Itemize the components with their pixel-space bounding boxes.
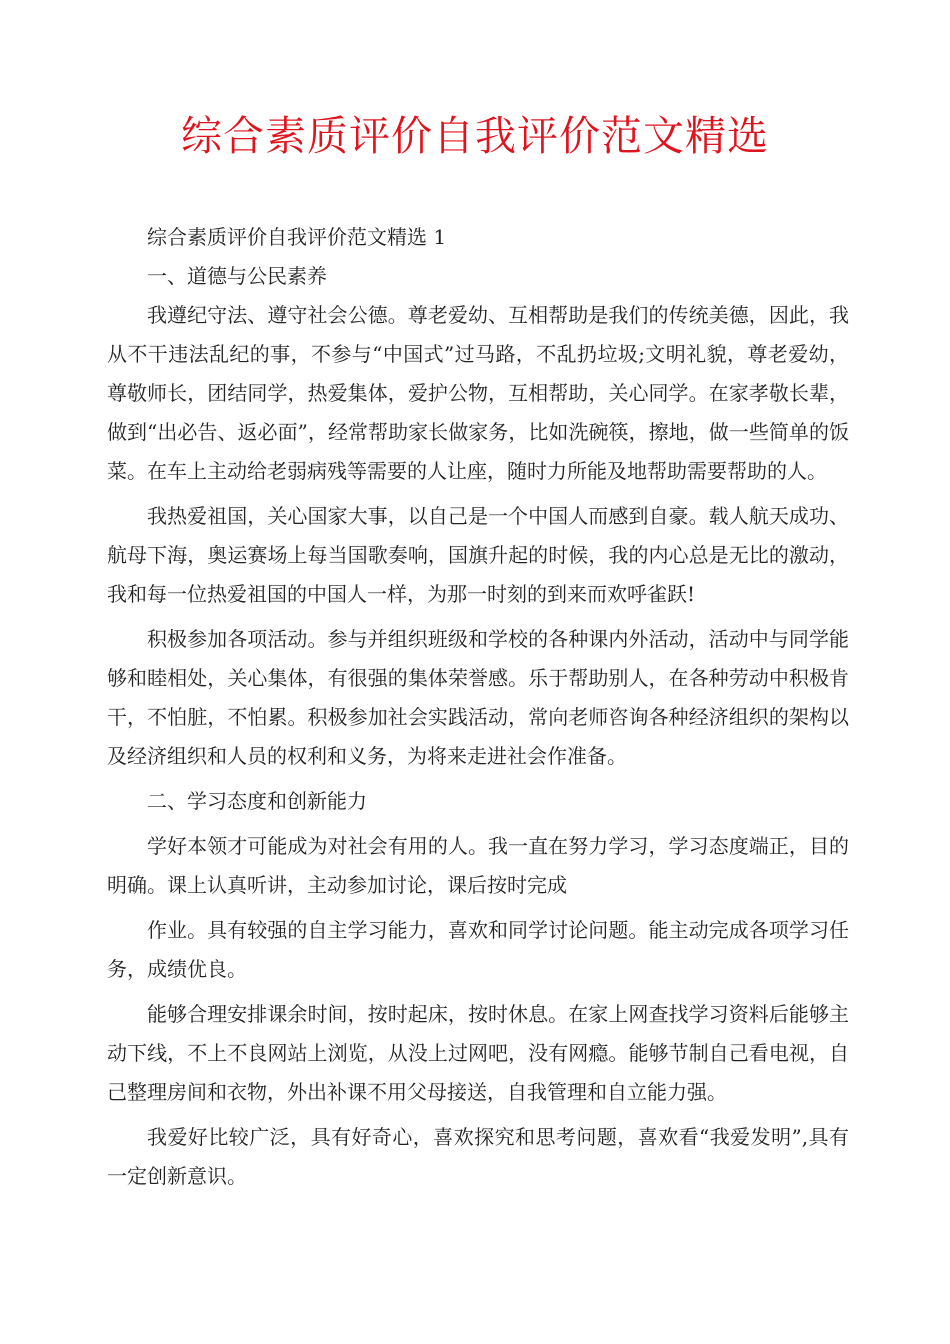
- document-subtitle: 综合素质评价自我评价范文精选 1: [147, 225, 447, 249]
- document-body: [107, 218, 849, 1196]
- paragraph-hobbies: 我爱好比较广泛，具有好奇心，喜欢探究和思考问题，喜欢看“我爱发明”,具有一定创新意识。: [107, 1125, 849, 1188]
- paragraph-study-attitude: 学好本领才可能成为对社会有用的人。我一直在努力学习，学习态度端正，目的明确。课上认真听讲，主动参加讨论，课后按时完成: [107, 834, 849, 897]
- paragraph-activities: 积极参加各项活动。参与并组织班级和学校的各种课内外活动，活动中与同学能够和睦相处，关心集体，有很强的集体荣誉感。乐于帮助别人，在各种劳动中积极肯干，不怕脏，不怕累。积极参加社会实践活动，常向老师咨询各种经济组织的架构以及经济组织和人员的权利和义务，为将来走进社会作准备。: [107, 627, 849, 768]
- paragraph-patriotism: 我热爱祖国，关心国家大事，以自己是一个中国人而感到自豪。载人航天成功、航母下海，奥运赛场上每当国歌奏响，国旗升起的时候，我的内心总是无比的激动，我和每一位热爱祖国的中国人一样，为那一时刻的到来而欢呼雀跃!: [107, 504, 849, 606]
- section-heading-morality: 一、道德与公民素养: [147, 264, 327, 288]
- section-heading-learning: 二、学习态度和创新能力: [147, 789, 367, 813]
- paragraph-time-management: 能够合理安排课余时间，按时起床，按时休息。在家上网查找学习资料后能够主动下线，不上不良网站上浏览，从没上过网吧，没有网瘾。能够节制自己看电视，自己整理房间和衣物，外出补课不用父母接送，自我管理和自立能力强。: [107, 1002, 849, 1104]
- document-title: 综合素质评价自我评价范文精选: [181, 112, 769, 160]
- paragraph-homework: 作业。具有较强的自主学习能力，喜欢和同学讨论问题。能主动完成各项学习任务，成绩优良。: [107, 918, 849, 981]
- paragraph-law-abiding: 我遵纪守法、遵守社会公德。尊老爱幼、互相帮助是我们的传统美德，因此，我从不干违法乱纪的事，不参与“中国式”过马路，不乱扔垃圾;文明礼貌，尊老爱幼，尊敬师长，团结同学，热爱集体，爱护公物，互相帮助，关心同学。在家孝敬长辈，做到“出必告、返必面”，经常帮助家长做家务，比如洗碗筷，擦地，做一些简单的饭菜。在车上主动给老弱病残等需要的人让座，随时力所能及地帮助需要帮助的人。: [107, 303, 849, 483]
